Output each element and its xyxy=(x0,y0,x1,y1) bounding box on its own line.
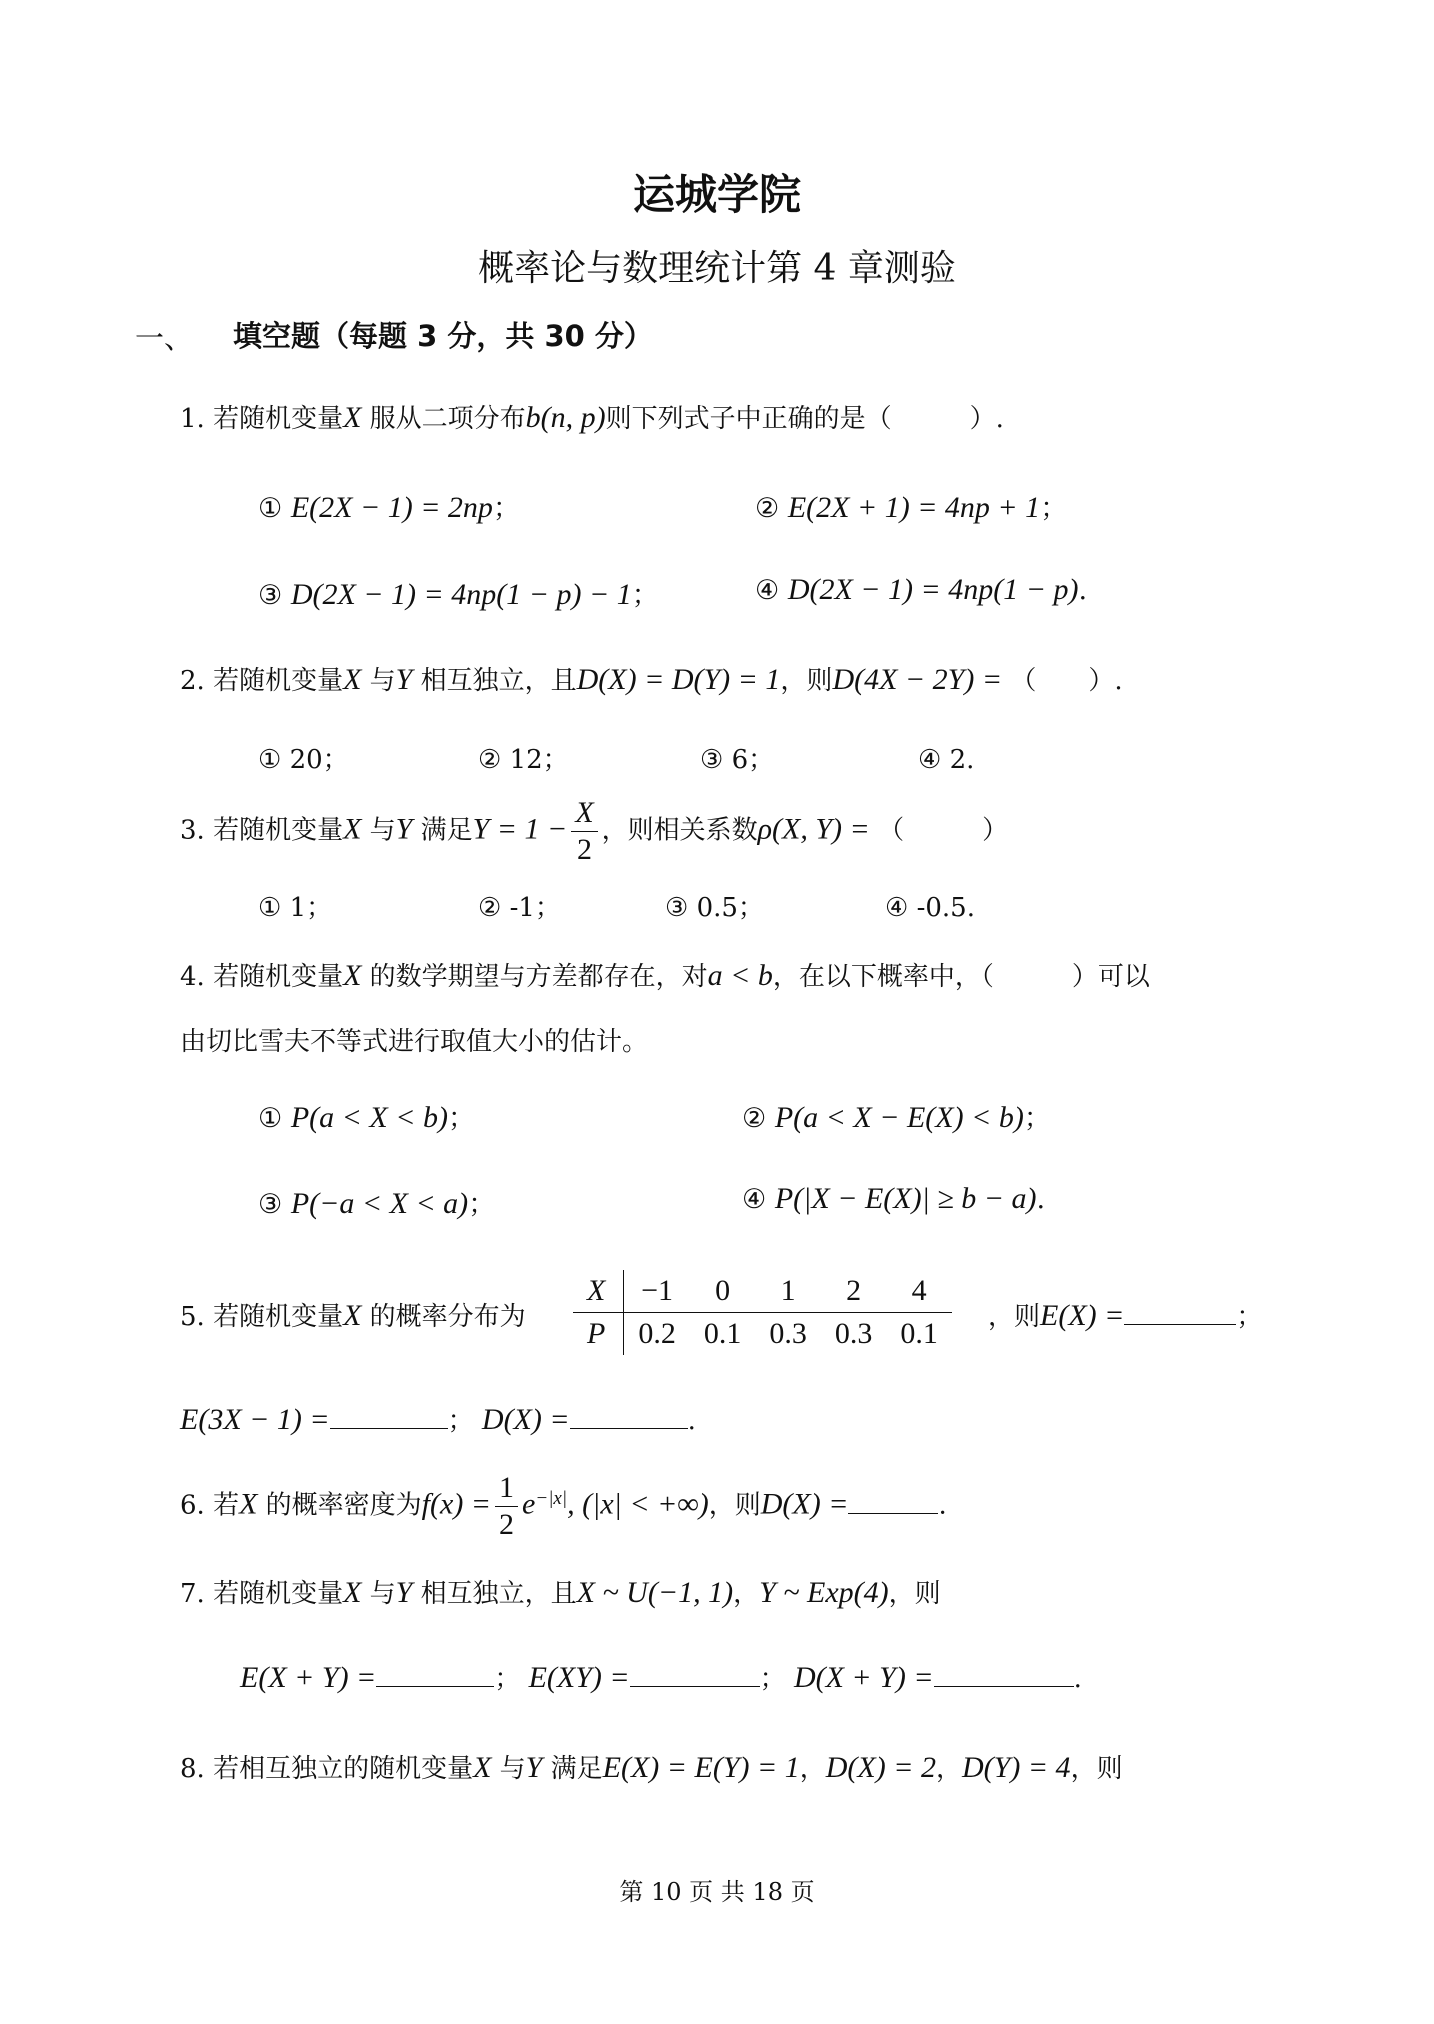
answer-blank[interactable] xyxy=(630,1682,760,1687)
table-cell: 0.3 xyxy=(769,1317,807,1350)
probability-distribution-table xyxy=(573,1270,952,1355)
section-title: 填空题（每题 3 分，共 30 分） xyxy=(233,319,653,353)
answer-blank[interactable] xyxy=(570,1424,688,1429)
question-2: 2. 若随机变量X 与Y 相互独立，且D(X) = D(Y) = 1，则D(4X − 2Y) = （ ）. xyxy=(180,663,1123,696)
q1-option-1: ① E(2X − 1) = 2np； xyxy=(258,491,520,524)
answer-blank[interactable] xyxy=(376,1682,494,1687)
table-cell: −1 xyxy=(624,1270,690,1313)
q1-option-2: ② E(2X + 1) = 4np + 1； xyxy=(755,491,1068,524)
answer-blank[interactable] xyxy=(848,1509,938,1514)
q1-option-4: ④ D(2X − 1) = 4np(1 − p). xyxy=(755,573,1088,606)
q2-option-3: ③ 6； xyxy=(700,745,775,775)
answer-blank[interactable] xyxy=(934,1682,1074,1687)
page-footer: 第 10 页 共 18 页 xyxy=(619,1878,815,1906)
answer-blank[interactable] xyxy=(330,1424,448,1429)
question-3: 3. 若随机变量X 与Y 满足Y = 1 − $\frac{X}{2}$ ，则相关系数ρ(X, Y) = （ ） xyxy=(180,796,1009,866)
table-row-label: P xyxy=(573,1313,624,1356)
question-5-expectation: ，则E(X) = ； xyxy=(988,1299,1263,1332)
table-cell: 0.2 xyxy=(638,1317,676,1350)
q4-option-1: ① P(a < X < b)； xyxy=(258,1101,475,1134)
table-cell: 4 xyxy=(886,1270,952,1313)
q4-option-2: ② P(a < X − E(X) < b)； xyxy=(742,1101,1051,1134)
table-row xyxy=(573,1270,952,1313)
answer-blank[interactable] xyxy=(1124,1320,1236,1325)
table-cell: 1 xyxy=(755,1270,821,1313)
question-1: 1. 若随机变量X 服从二项分布b(n, p)则下列式子中正确的是（ ）. xyxy=(180,401,1004,434)
table-cell: 0 xyxy=(690,1270,756,1313)
table-cell: 0.1 xyxy=(703,1317,742,1350)
school-title: 运城学院 xyxy=(632,170,801,219)
question-5-line-2: E(3X − 1) = ； D(X) = . xyxy=(180,1403,696,1436)
q2-option-1: ① 20； xyxy=(258,745,349,775)
question-8: 8. 若相互独立的随机变量X 与Y 满足E(X) = E(Y) = 1，D(X) = 2，D(Y) = 4，则 xyxy=(180,1751,1123,1784)
question-7-line-2: E(X + Y) = ； E(XY) = ； D(X + Y) = . xyxy=(240,1661,1082,1694)
question-5: 5. 若随机变量X 的概率分布为 xyxy=(180,1299,526,1332)
q3-option-2: ② -1； xyxy=(478,893,561,923)
q1-option-3: ③ D(2X − 1) = 4np(1 − p) − 1； xyxy=(258,578,659,611)
question-7: 7. 若随机变量X 与Y 相互独立，且X ~ U(−1, 1)，Y ~ Exp(4)，则 xyxy=(180,1576,941,1609)
section-number: 一、 xyxy=(135,321,194,355)
table-cell: 0.3 xyxy=(834,1317,873,1350)
question-4: 4. 若随机变量X 的数学期望与方差都存在，对a < b，在以下概率中，（ ）可以 xyxy=(180,959,1150,992)
q4-option-4: ④ P(|X − E(X)| ≥ b − a). xyxy=(742,1182,1046,1215)
table-cell: 0.1 xyxy=(900,1317,938,1350)
table-row-label: X xyxy=(573,1270,624,1313)
q4-option-3: ③ P(−a < X < a)； xyxy=(258,1187,496,1220)
question-6: 6. 若X 的概率密度为f(x) = $\frac{1}{2}$ $e^{-|x|}$, (|x| < +∞)，则D(X) = . xyxy=(180,1471,947,1541)
q6-fraction: $\frac{1}{2}$ xyxy=(495,1470,518,1543)
q2-option-2: ② 12； xyxy=(478,745,569,775)
table-row xyxy=(573,1313,952,1356)
q3-option-4: ④ -0.5. xyxy=(885,893,975,923)
table-cell: 2 xyxy=(821,1270,887,1313)
question-4-line-2: 由切比雪夫不等式进行取值大小的估计。 xyxy=(180,1027,649,1057)
q2-option-4: ④ 2. xyxy=(918,745,975,775)
q3-fraction: $\frac{X}{2}$ xyxy=(571,795,597,868)
q3-option-3: ③ 0.5； xyxy=(665,893,764,923)
exam-subtitle: 概率论与数理统计第 4 章测验 xyxy=(478,248,956,289)
q3-option-1: ① 1； xyxy=(258,893,333,923)
